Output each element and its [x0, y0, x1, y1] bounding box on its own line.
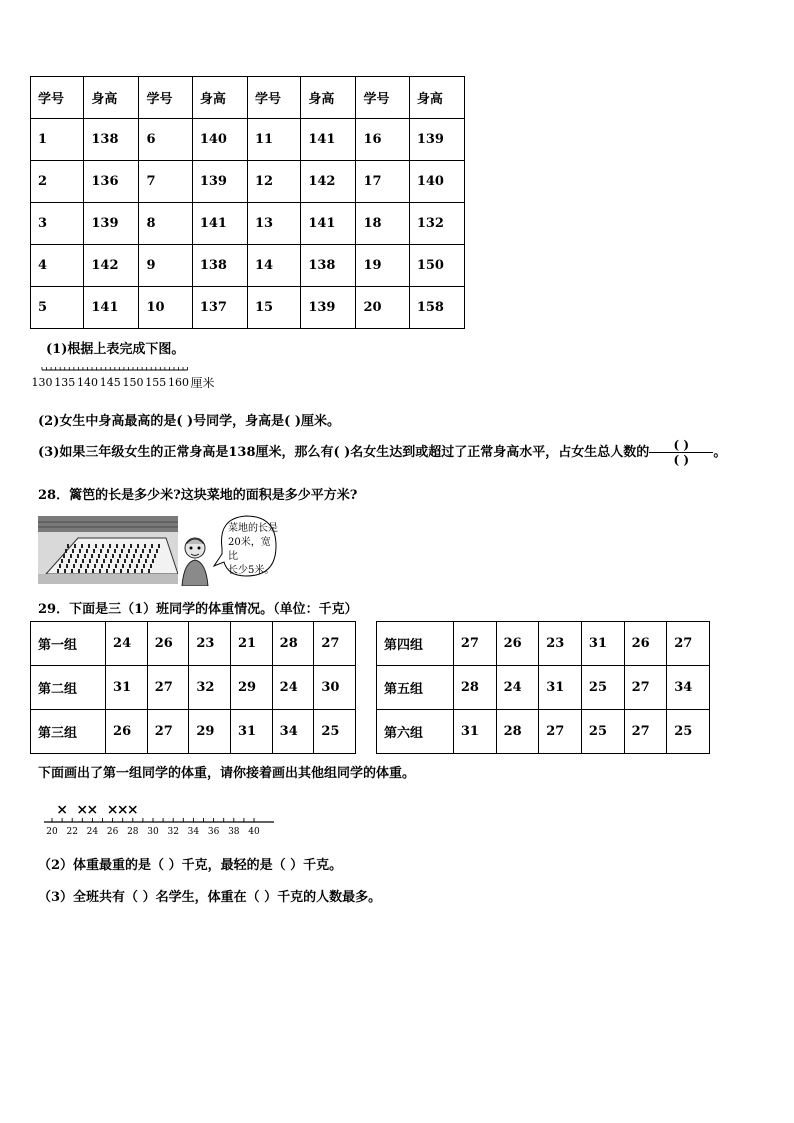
weight-cell: 27 — [453, 622, 496, 666]
garden-illustration — [38, 516, 178, 584]
table-cell: 138 — [192, 245, 247, 287]
q29-part3: （3）全班共有（ ）名学生，体重在（ ）千克的人数最多。 — [38, 890, 382, 905]
axis-tick-label: 145 — [99, 376, 121, 389]
table-cell: 7 — [139, 161, 192, 203]
q27-part3-row — [38, 438, 726, 467]
weight-cell: 23 — [189, 622, 231, 666]
weight-cell: 31 — [539, 666, 582, 710]
table-cell: 18 — [356, 203, 409, 245]
weight-cell: 25 — [314, 710, 356, 754]
axis-tick-label: 160 — [168, 376, 189, 389]
header-cell: 身高 — [84, 77, 139, 119]
axis-tick-label: 24 — [86, 827, 99, 837]
header-cell: 身高 — [301, 77, 356, 119]
axis-tick-label: 135 — [54, 376, 76, 389]
q29-question: 29．下面是三（1）班同学的体重情况。（单位：千克） — [38, 602, 358, 617]
weight-cell: 25 — [581, 710, 624, 754]
table-cell: 132 — [409, 203, 464, 245]
weight-cell: 30 — [314, 666, 356, 710]
table-cell: 12 — [247, 161, 300, 203]
weight-cell: 27 — [539, 710, 582, 754]
header-cell: 学号 — [247, 77, 300, 119]
table-cell: 142 — [84, 245, 139, 287]
weight-mark: × — [76, 802, 89, 818]
q27-part3: (3)如果三年级女生的正常身高是138厘米，那么有( )名女生达到或超过了正常身高水平，占女生总人数的 — [38, 445, 650, 460]
weight-cell: 27 — [147, 666, 189, 710]
period: 。 — [713, 445, 727, 460]
header-cell: 学号 — [356, 77, 409, 119]
table-cell: 139 — [409, 119, 464, 161]
weight-cell: 24 — [272, 666, 314, 710]
table-header-row — [31, 77, 465, 119]
table-row — [31, 203, 465, 245]
table-cell: 4 — [31, 245, 84, 287]
table-cell: 9 — [139, 245, 192, 287]
weight-cell: 24 — [106, 622, 148, 666]
group-label-cell: 第六组 — [377, 710, 454, 754]
header-cell: 身高 — [409, 77, 464, 119]
q27-part2: (2)女生中身高最高的是( )号同学，身高是( )厘米。 — [38, 414, 341, 429]
group-label-cell: 第五组 — [377, 666, 454, 710]
axis-tick-label: 38 — [228, 827, 240, 837]
table-cell: 17 — [356, 161, 409, 203]
table-cell: 10 — [139, 287, 192, 329]
weight-cell: 27 — [624, 710, 667, 754]
axis-tick-label: 155 — [145, 376, 167, 389]
table-cell: 14 — [247, 245, 300, 287]
weight-cell: 27 — [147, 710, 189, 754]
weight-mark: × — [56, 802, 68, 818]
weight-cell: 25 — [667, 710, 710, 754]
table-cell: 139 — [192, 161, 247, 203]
table-cell: 142 — [301, 161, 356, 203]
axis-tick-label: 30 — [147, 827, 159, 837]
fraction-numerator: ( ) — [649, 438, 713, 453]
table-cell: 20 — [356, 287, 409, 329]
table-cell: 138 — [301, 245, 356, 287]
table-row — [31, 161, 465, 203]
old-man-figure — [178, 534, 214, 586]
weight-cell: 26 — [147, 622, 189, 666]
weight-cell: 28 — [496, 710, 539, 754]
header-cell: 学号 — [139, 77, 192, 119]
weight-mark: × — [106, 802, 119, 818]
axis-tick-label: 150 — [122, 376, 144, 389]
weight-cell: 28 — [453, 666, 496, 710]
weight-cell: 24 — [496, 666, 539, 710]
weight-cell: 21 — [231, 622, 273, 666]
table-row — [31, 287, 465, 329]
table-row — [31, 119, 465, 161]
table-cell: 8 — [139, 203, 192, 245]
table-cell: 140 — [192, 119, 247, 161]
weight-cell: 27 — [667, 622, 710, 666]
header-cell: 学号 — [31, 77, 84, 119]
table-cell: 138 — [84, 119, 139, 161]
table-cell: 16 — [356, 119, 409, 161]
table-cell: 19 — [356, 245, 409, 287]
table-row — [377, 622, 710, 666]
table-cell: 1 — [31, 119, 84, 161]
weight-table-left — [30, 621, 356, 754]
table-cell: 141 — [301, 119, 356, 161]
weight-cell: 23 — [539, 622, 582, 666]
axis-tick-label: 22 — [66, 827, 78, 837]
table-cell: 11 — [247, 119, 300, 161]
table-cell: 13 — [247, 203, 300, 245]
weight-mark: × — [86, 802, 99, 818]
weight-cell: 34 — [272, 710, 314, 754]
group-label-cell: 第四组 — [377, 622, 454, 666]
table-cell: 158 — [409, 287, 464, 329]
group-label-cell: 第三组 — [31, 710, 106, 754]
group-label-cell: 第一组 — [31, 622, 106, 666]
speech-bubble — [218, 516, 280, 574]
axis-unit: 厘米 — [190, 376, 215, 390]
q28-question: 28．篱笆的长是多少米?这块菜地的面积是多少平方米? — [38, 488, 358, 503]
weight-mark: × — [116, 802, 129, 818]
fraction-blank[interactable] — [649, 438, 713, 467]
group-label-cell: 第二组 — [31, 666, 106, 710]
weight-cell: 32 — [189, 666, 231, 710]
table-cell: 139 — [84, 203, 139, 245]
table-cell: 15 — [247, 287, 300, 329]
table-row — [377, 710, 710, 754]
table-cell: 2 — [31, 161, 84, 203]
weight-cell: 26 — [624, 622, 667, 666]
height-number-line — [30, 360, 450, 394]
weight-cell: 26 — [496, 622, 539, 666]
weight-cell: 27 — [624, 666, 667, 710]
weight-cell: 26 — [106, 710, 148, 754]
axis-tick-label: 34 — [187, 827, 200, 837]
table-cell: 150 — [409, 245, 464, 287]
weight-cell: 34 — [667, 666, 710, 710]
fraction-denominator: ( ) — [673, 453, 690, 467]
table-cell: 137 — [192, 287, 247, 329]
table-cell: 141 — [84, 287, 139, 329]
axis-tick-label: 36 — [207, 827, 220, 837]
bubble-line-2: 20米，宽比 — [228, 537, 271, 562]
q29-instruction: 下面画出了第一组同学的体重，请你接着画出其他组同学的体重。 — [38, 766, 416, 781]
weight-cell: 27 — [314, 622, 356, 666]
table-cell: 3 — [31, 203, 84, 245]
table-row — [377, 666, 710, 710]
table-row — [31, 666, 356, 710]
table-row — [31, 245, 465, 287]
axis-tick-label: 26 — [106, 827, 119, 837]
weight-cell: 31 — [231, 710, 273, 754]
weight-cell: 29 — [189, 710, 231, 754]
table-cell: 5 — [31, 287, 84, 329]
weight-mark: × — [126, 802, 139, 818]
weight-cell: 31 — [581, 622, 624, 666]
weight-table-right — [376, 621, 710, 754]
q27-part1: (1)根据上表完成下图。 — [46, 342, 185, 357]
table-cell: 140 — [409, 161, 464, 203]
weight-cell: 31 — [453, 710, 496, 754]
axis-tick-label: 28 — [127, 827, 139, 837]
weight-cell: 31 — [106, 666, 148, 710]
table-cell: 141 — [192, 203, 247, 245]
weight-cell: 25 — [581, 666, 624, 710]
header-cell: 身高 — [192, 77, 247, 119]
table-row — [31, 622, 356, 666]
weight-cell: 28 — [272, 622, 314, 666]
axis-tick-label: 20 — [46, 827, 58, 837]
axis-tick-label: 140 — [77, 376, 98, 389]
bubble-line-3: 长少5米。 — [228, 565, 275, 576]
bubble-line-1: 菜地的长是 — [228, 523, 278, 534]
table-cell: 141 — [301, 203, 356, 245]
table-cell: 136 — [84, 161, 139, 203]
weight-number-line — [40, 798, 490, 840]
axis-tick-label: 32 — [167, 827, 179, 837]
axis-tick-label: 40 — [248, 827, 260, 837]
table-row — [31, 710, 356, 754]
axis-tick-label: 130 — [31, 376, 53, 389]
weight-cell: 29 — [231, 666, 273, 710]
height-table — [30, 76, 465, 329]
q29-part2: （2）体重最重的是（ ）千克，最轻的是（ ）千克。 — [38, 858, 343, 873]
table-cell: 139 — [301, 287, 356, 329]
table-cell: 6 — [139, 119, 192, 161]
